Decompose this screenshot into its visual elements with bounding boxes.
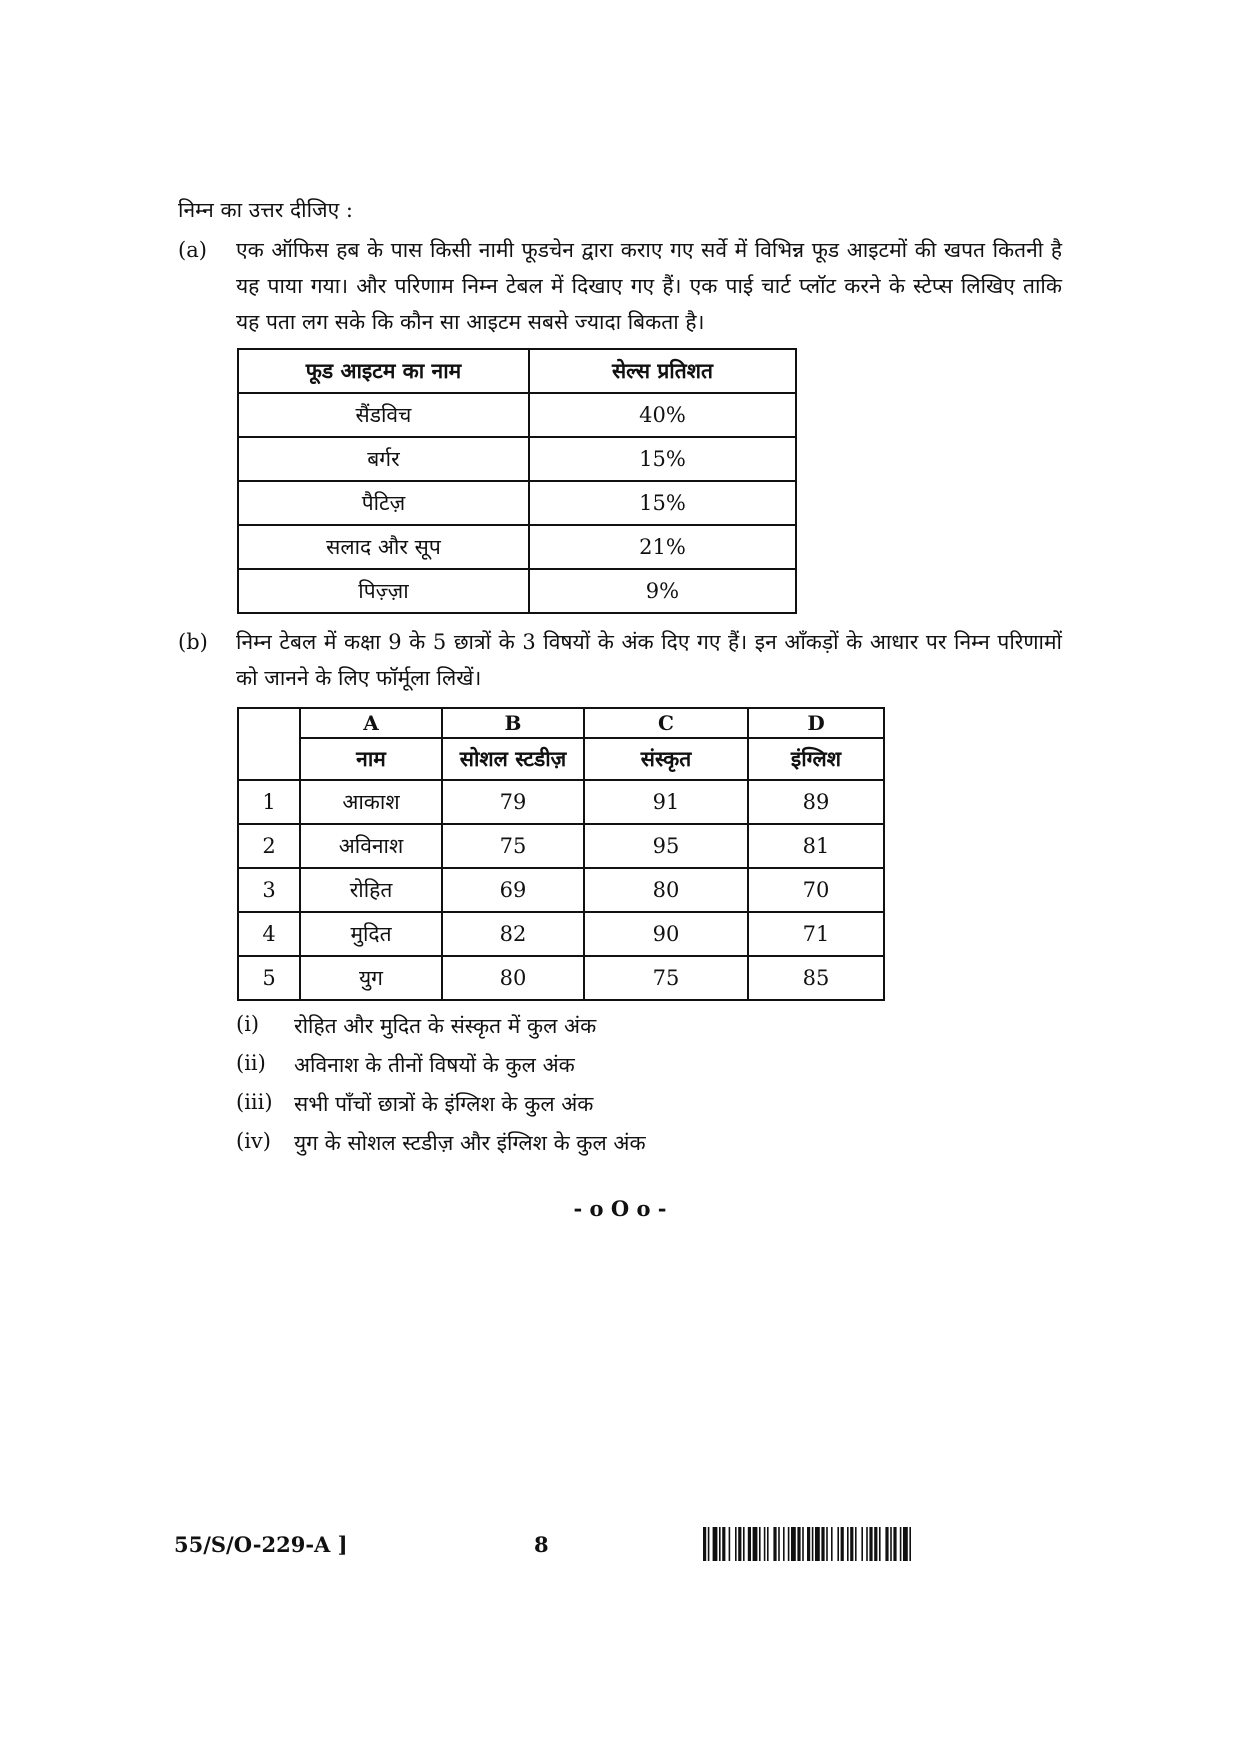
header-name: नाम — [300, 738, 442, 780]
english-mark: 85 — [748, 956, 884, 1000]
paper-code: 55/S/O-229-A ] — [174, 1532, 348, 1557]
table-row — [238, 569, 796, 613]
list-item — [236, 1012, 646, 1051]
barcode-icon — [703, 1527, 1003, 1561]
table-row — [238, 525, 796, 569]
student-name: युग — [300, 956, 442, 1000]
sanskrit-mark: 95 — [584, 824, 748, 868]
sanskrit-mark: 91 — [584, 780, 748, 824]
row-number: 5 — [238, 956, 300, 1000]
column-letter: D — [748, 708, 884, 738]
social-studies-mark: 75 — [442, 824, 584, 868]
list-item — [236, 1090, 646, 1129]
sub-question-text: सभी पाँचों छात्रों के इंग्लिश के कुल अंक — [294, 1092, 594, 1116]
column-letter: B — [442, 708, 584, 738]
row-number: 2 — [238, 824, 300, 868]
table-row — [238, 437, 796, 481]
page-number: 8 — [534, 1532, 549, 1557]
table-row — [238, 912, 884, 956]
sub-question-text: युग के सोशल स्टडीज़ और इंग्लिश के कुल अंक — [294, 1131, 646, 1155]
table-row — [238, 868, 884, 912]
table-row — [238, 780, 884, 824]
sub-question-text: रोहित और मुदित के संस्कृत में कुल अंक — [294, 1014, 597, 1038]
instruction-text: निम्न का उत्तर दीजिए : — [178, 198, 354, 222]
food-item-cell: पिज़्ज़ा — [238, 569, 529, 613]
sub-question-number: (iv) — [236, 1129, 271, 1153]
question-b-text: निम्न टेबल में कक्षा 9 के 5 छात्रों के 3 विषयों के अंक दिए गए हैं। इन आँकड़ों के आधार पर निम्न परिणामों को जानने के लिए फॉर्मूला लिखें। — [236, 630, 1062, 690]
social-studies-mark: 69 — [442, 868, 584, 912]
sanskrit-mark: 90 — [584, 912, 748, 956]
row-number: 1 — [238, 780, 300, 824]
food-item-cell: बर्गर — [238, 437, 529, 481]
column-letter: A — [300, 708, 442, 738]
table-row — [238, 824, 884, 868]
header-social-studies: सोशल स्टडीज़ — [442, 738, 584, 780]
row-number: 3 — [238, 868, 300, 912]
sales-percent-cell: 40% — [529, 393, 796, 437]
student-name: मुदित — [300, 912, 442, 956]
sanskrit-mark: 75 — [584, 956, 748, 1000]
social-studies-mark: 79 — [442, 780, 584, 824]
sanskrit-mark: 80 — [584, 868, 748, 912]
english-mark: 81 — [748, 824, 884, 868]
corner-cell — [238, 708, 300, 780]
column-letter: C — [584, 708, 748, 738]
social-studies-mark: 80 — [442, 956, 584, 1000]
sub-question-text: अविनाश के तीनों विषयों के कुल अंक — [294, 1053, 575, 1077]
food-item-cell: सलाद और सूप — [238, 525, 529, 569]
sub-question-number: (i) — [236, 1012, 260, 1036]
table-row — [238, 956, 884, 1000]
row-number: 4 — [238, 912, 300, 956]
sales-percent-cell: 21% — [529, 525, 796, 569]
end-of-paper-mark: - o O o - — [573, 1196, 667, 1221]
sales-percent-cell: 15% — [529, 437, 796, 481]
food-item-cell: सैंडविच — [238, 393, 529, 437]
list-item — [236, 1051, 646, 1090]
table-row — [238, 481, 796, 525]
sub-question-number: (ii) — [236, 1051, 266, 1075]
question-a-label: (a) — [178, 238, 207, 262]
student-name: आकाश — [300, 780, 442, 824]
food-item-cell: पैटिज़ — [238, 481, 529, 525]
sub-question-number: (iii) — [236, 1090, 273, 1114]
student-marks-table — [237, 707, 885, 1001]
question-a-text: एक ऑफिस हब के पास किसी नामी फूडचेन द्वारा कराए गए सर्वे में विभिन्न फूड आइटमों की खपत कितनी है यह पाया गया। और परिणाम निम्न टेबल में दिखाए गए हैं। एक पाई चार्ट प्लॉट करने के स्टेप्स लिखिए ताकि यह पता लग सके कि कौन सा आइटम सबसे ज्यादा बिकता है। — [236, 238, 1062, 334]
english-mark: 89 — [748, 780, 884, 824]
sales-percent-cell: 9% — [529, 569, 796, 613]
food-table-header-sales: सेल्स प्रतिशत — [529, 349, 796, 393]
student-name: अविनाश — [300, 824, 442, 868]
student-name: रोहित — [300, 868, 442, 912]
english-mark: 70 — [748, 868, 884, 912]
table-row — [238, 393, 796, 437]
sub-question-list — [236, 1012, 646, 1168]
header-sanskrit: संस्कृत — [584, 738, 748, 780]
list-item — [236, 1129, 646, 1168]
social-studies-mark: 82 — [442, 912, 584, 956]
english-mark: 71 — [748, 912, 884, 956]
food-sales-table — [237, 348, 797, 614]
header-english: इंग्लिश — [748, 738, 884, 780]
food-table-header-item: फूड आइटम का नाम — [238, 349, 529, 393]
sales-percent-cell: 15% — [529, 481, 796, 525]
question-b-label: (b) — [178, 630, 208, 654]
